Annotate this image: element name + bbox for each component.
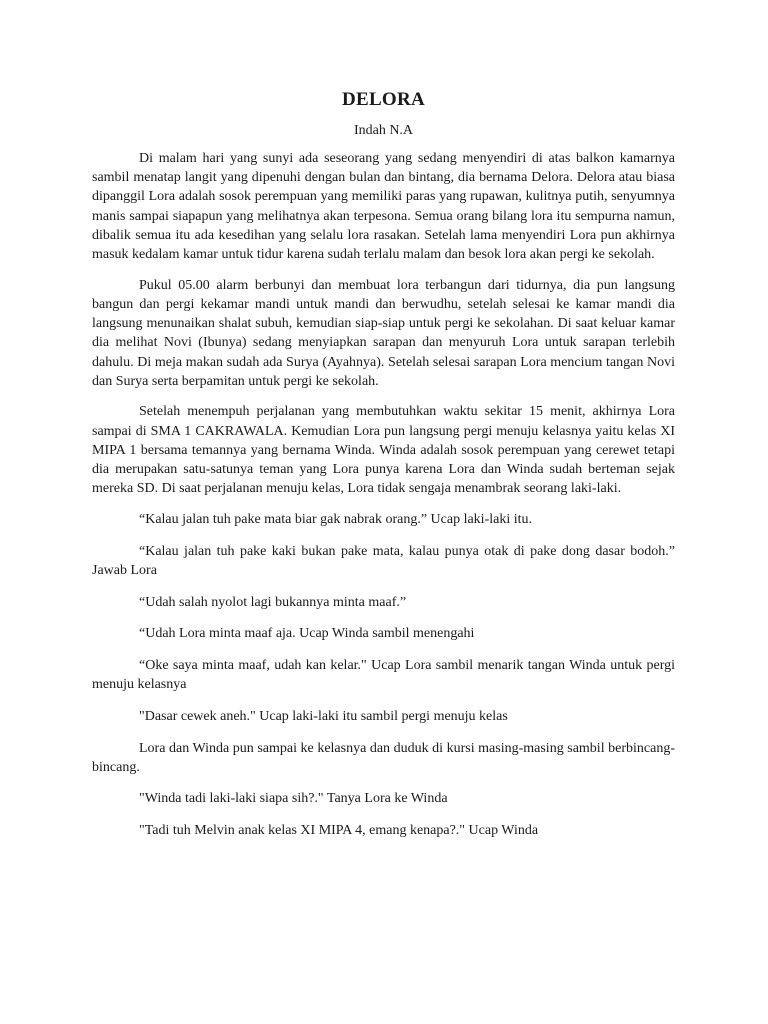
dialogue-7: "Winda tadi laki-laki siapa sih?." Tanya Lora ke Winda (139, 791, 448, 807)
dialogue-2: “Kalau jalan tuh pake kaki bukan pake mata, kalau punya otak di pake dong dasar bodoh.” Jawab Lora (92, 543, 675, 578)
paragraph-2: Pukul 05.00 alarm berbunyi dan membuat lora terbangun dari tidurnya, dia pun langsung bangun dan pergi kekamar mandi untuk mandi dan berwudhu, setelah selesai ke kamar mandi dia langsung menunaikan shalat subuh, kemudian siap-siap untuk pergi ke sekolahan. Di saat keluar kamar dia melihat Novi (Ibunya) sedang menyiapkan sarapan dan menyuruh Lora untuk sarapan terlebih dahulu. Di meja makan sudah ada Surya (Ayahnya). Setelah selesai sarapan Lora mencium tangan Novi dan Surya serta berpamitan untuk pergi ke sekolah. (92, 277, 675, 389)
paragraph-1: Di malam hari yang sunyi ada seseorang yang sedang menyendiri di atas balkon kamarnya sambil menatap langit yang dipenuhi dengan bulan dan bintang, dia bernama Delora. Delora atau biasa dipanggil Lora adalah sosok perempuan yang memiliki paras yang rupawan, kulitnya putih, senyumnya manis sampai siapapun yang melihatnya akan terpesona. Semua orang bilang lora itu sempurna namun, dibalik semua itu ada kesedihan yang selalu lora rasakan. Setelah lama menyendiri Lora pun akhirnya masuk kedalam kamar untuk tidur karena sudah terlalu malam dan besok lora akan pergi ke sekolah. (92, 151, 675, 263)
document-title: DELORA (341, 89, 426, 110)
dialogue-4: “Udah Lora minta maaf aja. Ucap Winda sambil menengahi (139, 626, 475, 642)
dialogue-8: "Tadi tuh Melvin anak kelas XI MIPA 4, emang kenapa?." Ucap Winda (139, 823, 539, 839)
document-page (92, 86, 675, 853)
dialogue-1: “Kalau jalan tuh pake mata biar gak nabrak orang.” Ucap laki-laki itu. (139, 511, 532, 527)
dialogue-3: “Udah salah nyolot lagi bukannya minta maaf.” (139, 594, 407, 610)
paragraph-4: Lora dan Winda pun sampai ke kelasnya dan duduk di kursi masing-masing sambil berbincang-bincang. (92, 740, 675, 775)
dialogue-6: "Dasar cewek aneh." Ucap laki-laki itu sambil pergi menuju kelas (139, 708, 508, 724)
dialogue-5: “Oke saya minta maaf, udah kan kelar." Ucap Lora sambil menarik tangan Winda untuk pergi menuju kelasnya (92, 657, 675, 693)
paragraph-3: Setelah menempuh perjalanan yang membutuhkan waktu sekitar 15 menit, akhirnya Lora sampai di SMA 1 CAKRAWALA. Kemudian Lora pun langsung pergi menuju kelasnya yaitu kelas XI MIPA 1 bersama temannya yang bernama Winda. Winda adalah sosok perempuan yang cerewet tetapi dia merupakan satu-satunya teman yang Lora punya karena Lora dan Winda sudah berteman sejak mereka SD. Di saat perjalanan menuju kelas, Lora tidak sengaja menambrak seorang laki-laki. (92, 404, 675, 497)
document-author: Indah N.A (353, 123, 414, 138)
